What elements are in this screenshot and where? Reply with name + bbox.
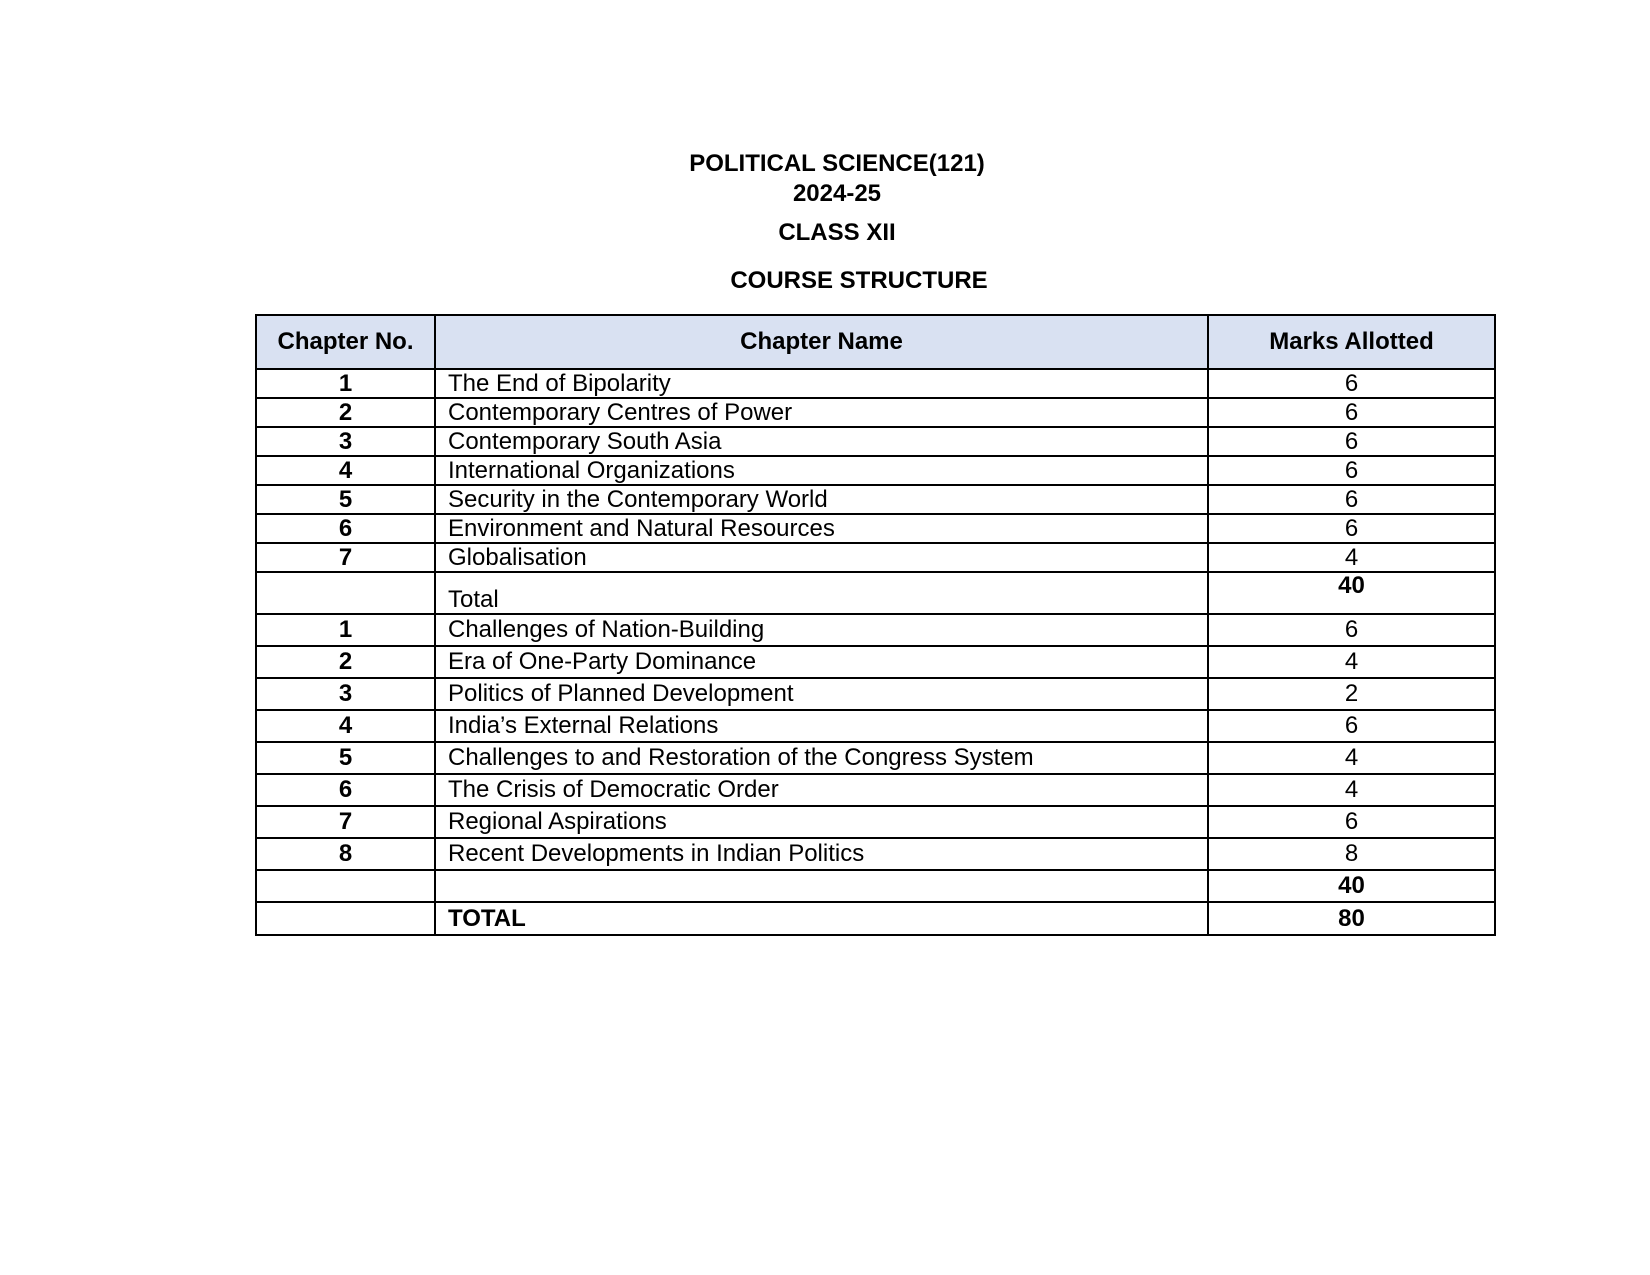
chapter-marks: 4	[1208, 742, 1495, 774]
class-name: CLASS XII	[778, 219, 896, 246]
chapter-marks: 6	[1208, 514, 1495, 543]
chapter-no: 8	[256, 838, 435, 870]
chapter-no: 3	[256, 427, 435, 456]
table-row	[256, 710, 1495, 742]
chapter-marks: 6	[1208, 456, 1495, 485]
chapter-no: 7	[256, 806, 435, 838]
chapter-name: Recent Developments in Indian Politics	[435, 838, 1208, 870]
grand-total-row	[256, 902, 1495, 935]
table-row	[256, 774, 1495, 806]
chapter-no: 7	[256, 543, 435, 572]
table-row	[256, 398, 1495, 427]
subtotal-marks: 40	[1208, 870, 1495, 902]
subtotal-label: Total	[435, 572, 1208, 614]
column-header-chapter-no: Chapter No.	[256, 315, 435, 369]
session-year: 2024-25	[792, 180, 882, 207]
empty-cell	[256, 870, 435, 902]
chapter-name: Contemporary South Asia	[435, 427, 1208, 456]
chapter-marks: 4	[1208, 543, 1495, 572]
chapter-no: 1	[256, 614, 435, 646]
chapter-no: 4	[256, 456, 435, 485]
table-row	[256, 742, 1495, 774]
grand-total-marks: 80	[1208, 902, 1495, 935]
course-structure-table	[255, 314, 1496, 936]
chapter-name: Regional Aspirations	[435, 806, 1208, 838]
chapter-marks: 8	[1208, 838, 1495, 870]
chapter-name: Contemporary Centres of Power	[435, 398, 1208, 427]
table-row	[256, 806, 1495, 838]
subtotal-marks: 40	[1208, 572, 1495, 614]
chapter-name: Environment and Natural Resources	[435, 514, 1208, 543]
chapter-no: 4	[256, 710, 435, 742]
table-header-row	[256, 315, 1495, 369]
section-subtitle: COURSE STRUCTURE	[730, 267, 988, 294]
chapter-no: 5	[256, 485, 435, 514]
table-row	[256, 838, 1495, 870]
chapter-name: The Crisis of Democratic Order	[435, 774, 1208, 806]
chapter-no: 2	[256, 646, 435, 678]
chapter-marks: 6	[1208, 485, 1495, 514]
chapter-no: 5	[256, 742, 435, 774]
chapter-marks: 6	[1208, 398, 1495, 427]
chapter-name: Challenges of Nation-Building	[435, 614, 1208, 646]
table-row	[256, 514, 1495, 543]
chapter-name: Security in the Contemporary World	[435, 485, 1208, 514]
chapter-marks: 6	[1208, 710, 1495, 742]
chapter-marks: 2	[1208, 678, 1495, 710]
chapter-marks: 6	[1208, 369, 1495, 398]
chapter-no: 6	[256, 774, 435, 806]
chapter-name: Globalisation	[435, 543, 1208, 572]
chapter-marks: 6	[1208, 614, 1495, 646]
empty-cell	[435, 870, 1208, 902]
column-header-chapter-name: Chapter Name	[435, 315, 1208, 369]
empty-cell	[256, 572, 435, 614]
chapter-name: Era of One-Party Dominance	[435, 646, 1208, 678]
chapter-name: International Organizations	[435, 456, 1208, 485]
table-row	[256, 485, 1495, 514]
table-row	[256, 646, 1495, 678]
column-header-marks: Marks Allotted	[1208, 315, 1495, 369]
chapter-name: Politics of Planned Development	[435, 678, 1208, 710]
table-row	[256, 543, 1495, 572]
empty-cell	[256, 902, 435, 935]
chapter-name: India’s External Relations	[435, 710, 1208, 742]
chapter-no: 1	[256, 369, 435, 398]
chapter-marks: 4	[1208, 646, 1495, 678]
chapter-marks: 6	[1208, 806, 1495, 838]
page-title: POLITICAL SCIENCE(121)	[689, 150, 985, 177]
subtotal-row-part-a	[256, 572, 1495, 614]
chapter-name: The End of Bipolarity	[435, 369, 1208, 398]
grand-total-label: TOTAL	[435, 902, 1208, 935]
chapter-no: 2	[256, 398, 435, 427]
chapter-name: Challenges to and Restoration of the Congress System	[435, 742, 1208, 774]
chapter-marks: 6	[1208, 427, 1495, 456]
table-row	[256, 427, 1495, 456]
table-row	[256, 369, 1495, 398]
chapter-marks: 4	[1208, 774, 1495, 806]
table-row	[256, 614, 1495, 646]
subtotal-row-part-b	[256, 870, 1495, 902]
chapter-no: 3	[256, 678, 435, 710]
table-row	[256, 456, 1495, 485]
table-row	[256, 678, 1495, 710]
chapter-no: 6	[256, 514, 435, 543]
